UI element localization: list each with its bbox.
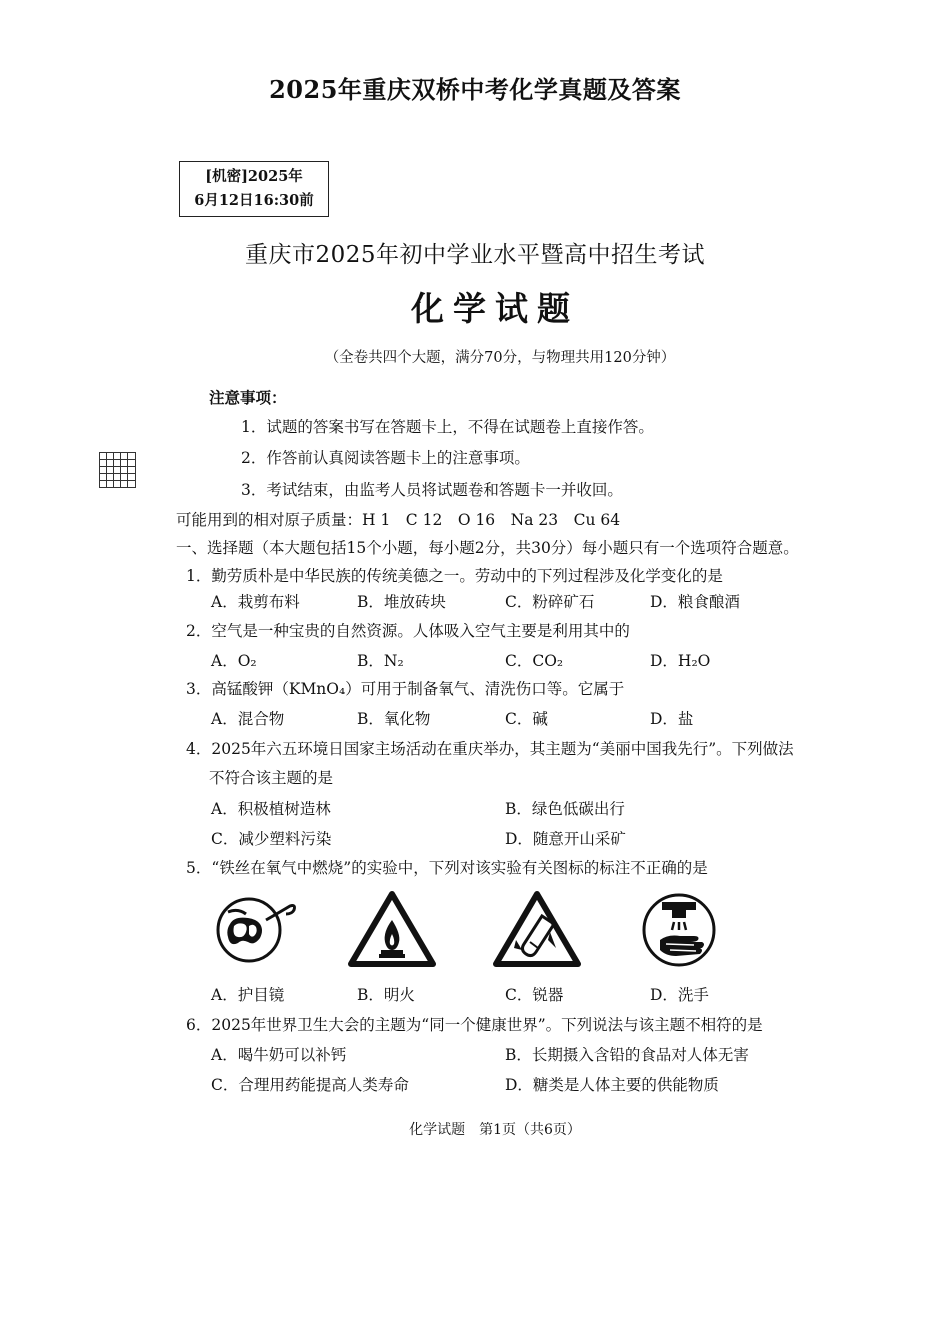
question-1-option-a: A．栽剪布料 <box>211 593 300 611</box>
question-4-option-a: A．积极植树造林 <box>211 800 331 818</box>
question-3-option-d: D．盐 <box>650 710 694 728</box>
exam-heading: 重庆市2025年初中学业水平暨高中招生考试 <box>244 242 706 268</box>
question-1-stem: 1．勤劳质朴是中华民族的传统美德之一。劳动中的下列过程涉及化学变化的是 <box>186 567 723 585</box>
goggles-icon <box>208 890 298 970</box>
question-3-option-a: A．混合物 <box>211 710 285 728</box>
question-1-option-b: B．堆放砖块 <box>357 593 446 611</box>
question-3-stem: 3．高锰酸钾（KMnO₄）可用于制备氧气、清洗伤口等。它属于 <box>186 680 625 698</box>
question-4-option-b: B．绿色低碳出行 <box>505 800 625 818</box>
notice-item: 1．试题的答案书写在答题卡上，不得在试题卷上直接作答。 <box>241 418 654 436</box>
question-5-option-b: B．明火 <box>357 986 415 1004</box>
question-5-option-c: C．锐器 <box>505 986 564 1004</box>
open-flame-icon <box>347 890 437 970</box>
question-6-option-a: A．喝牛奶可以补钙 <box>211 1046 347 1064</box>
question-5-option-a: A．护目镜 <box>211 986 285 1004</box>
question-6-option-b: B．长期摄入含铅的食品对人体无害 <box>505 1046 749 1064</box>
question-2-option-a: A．O₂ <box>211 652 257 670</box>
subject-title: 化学试题 <box>411 289 579 328</box>
question-4-stem-line-2: 不符合该主题的是 <box>209 769 334 787</box>
page-footer: 化学试题 第1页（共6页） <box>409 1122 581 1138</box>
question-3-option-b: B．氧化物 <box>357 710 431 728</box>
question-4-stem: 4．2025年六五环境日国家主场活动在重庆举办，其主题为“美丽中国我先行”。下列做法 <box>186 740 794 758</box>
confidential-line-1: [机密]2025年 <box>205 168 303 185</box>
question-1-option-c: C．粉碎矿石 <box>505 593 595 611</box>
grid-mark-icon <box>99 452 136 488</box>
confidential-box <box>179 161 329 217</box>
question-4-option-c: C．减少塑料污染 <box>211 830 332 848</box>
section-1-heading: 一、选择题（本大题包括15个小题，每小题2分，共30分）每小题只有一个选项符合题意。 <box>176 539 799 557</box>
question-1-option-d: D．粮食酿酒 <box>650 593 740 611</box>
question-4-option-d: D．随意开山采矿 <box>505 830 626 848</box>
question-6-stem: 6．2025年世界卫生大会的主题为“同一个健康世界”。下列说法与该主题不相符的是 <box>186 1016 763 1034</box>
sharp-object-icon <box>492 890 582 970</box>
notice-item: 3．考试结束，由监考人员将试题卷和答题卡一并收回。 <box>241 481 623 499</box>
question-2-stem: 2．空气是一种宝贵的自然资源。人体吸入空气主要是利用其中的 <box>186 622 630 640</box>
question-6-option-d: D．糖类是人体主要的供能物质 <box>505 1076 719 1094</box>
question-5-option-d: D．洗手 <box>650 986 709 1004</box>
question-2-option-c: C．CO₂ <box>505 652 564 670</box>
notice-title: 注意事项： <box>209 388 287 407</box>
question-2-option-b: B．N₂ <box>357 652 404 670</box>
atomic-masses: 可能用到的相对原子质量：H 1 C 12 O 16 Na 23 Cu 64 <box>176 511 621 529</box>
question-6-option-c: C．合理用药能提高人类寿命 <box>211 1076 409 1094</box>
question-2-option-d: D．H₂O <box>650 652 711 670</box>
question-3-option-c: C．碱 <box>505 710 548 728</box>
document-title: 2025年重庆双桥中考化学真题及答案 <box>269 75 681 104</box>
wash-hands-icon <box>636 890 726 970</box>
confidential-line-2: 6月12日16:30前 <box>194 192 314 209</box>
exam-note: （全卷共四个大题，满分70分，与物理共用120分钟） <box>324 350 676 366</box>
question-5-stem: 5．“铁丝在氧气中燃烧”的实验中，下列对该实验有关图标的标注不正确的是 <box>186 859 708 877</box>
notice-item: 2．作答前认真阅读答题卡上的注意事项。 <box>241 449 530 467</box>
